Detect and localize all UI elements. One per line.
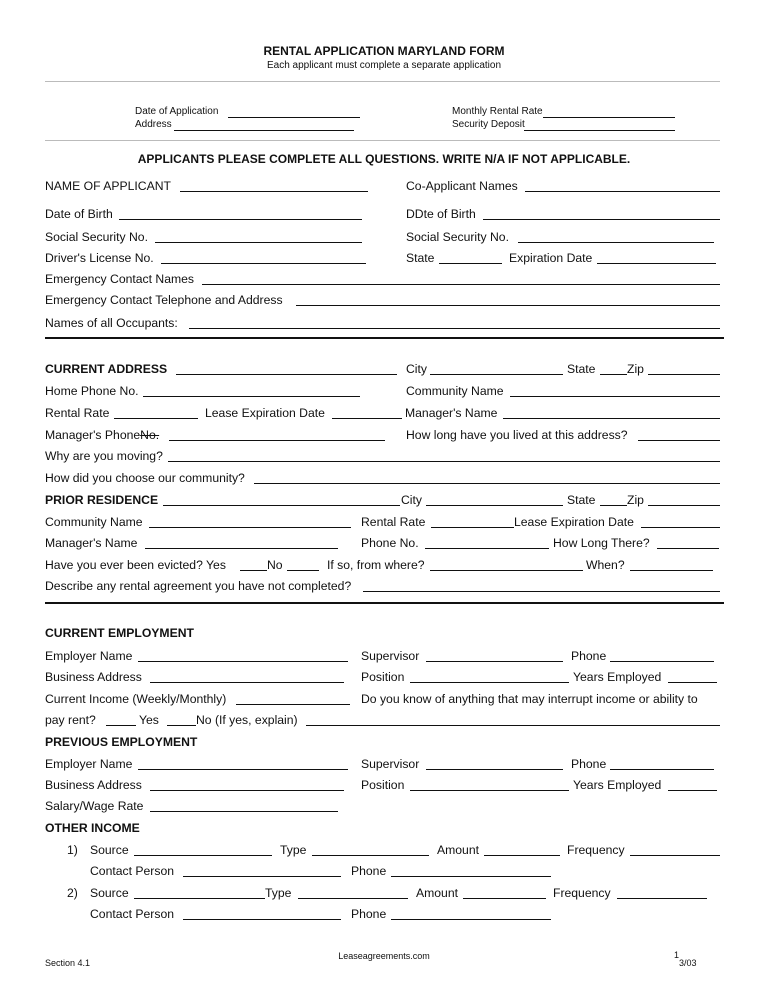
ssn-field[interactable]	[155, 242, 362, 243]
prior-rental-rate-field[interactable]	[431, 527, 514, 528]
manager-name-field[interactable]	[503, 418, 720, 419]
describe-label: Describe any rental agreement you have not completed?	[45, 579, 352, 593]
frequency-1-label: Frequency	[567, 843, 625, 857]
when-field[interactable]	[630, 570, 713, 571]
pay-rent-label: pay rent?	[45, 713, 96, 727]
frequency-1-field[interactable]	[630, 855, 720, 856]
contact-2-label: Contact Person	[90, 907, 175, 921]
income-2-number: 2)	[67, 886, 78, 900]
source-1-label: Source	[90, 843, 129, 857]
monthly-rental-rate-label: Monthly Rental Rate	[452, 106, 543, 117]
form-subtitle: Each applicant must complete a separate application	[266, 60, 502, 71]
prior-lease-exp-label: Lease Expiration Date	[514, 515, 634, 529]
employer-field[interactable]	[138, 661, 348, 662]
state-label: State	[406, 251, 435, 265]
current-city-label: City	[406, 362, 427, 376]
prior-residence-field[interactable]	[163, 505, 400, 506]
prev-supervisor-label: Supervisor	[361, 757, 420, 771]
prior-community-label: Community Name	[45, 515, 143, 529]
co-applicant-label: Co-Applicant Names	[406, 179, 518, 193]
type-2-label: Type	[265, 886, 292, 900]
current-zip-field[interactable]	[648, 374, 720, 375]
prev-phone-label: Phone	[571, 757, 607, 771]
previous-employment-heading: PREVIOUS EMPLOYMENT	[45, 735, 198, 749]
emergency-names-label: Emergency Contact Names	[45, 272, 195, 286]
current-state-label: State	[567, 362, 596, 376]
name-of-applicant-label: NAME OF APPLICANT	[45, 179, 171, 193]
pay-rent-yes-label: Yes	[139, 713, 159, 727]
dob-label: Date of Birth	[45, 207, 113, 221]
rental-rate-label: Rental Rate	[45, 406, 110, 420]
section-number: Section 4.1	[45, 958, 91, 968]
current-zip-label: Zip	[627, 362, 644, 376]
amount-1-label: Amount	[437, 843, 480, 857]
amount-2-field[interactable]	[463, 898, 546, 899]
address-label: Address	[135, 119, 172, 130]
business-address-label: Business Address	[45, 670, 142, 684]
contact-2-field[interactable]	[183, 919, 341, 920]
prior-lease-exp-field[interactable]	[641, 527, 720, 528]
amount-1-field[interactable]	[484, 855, 560, 856]
emergency-phone-label: Emergency Contact Telephone and Address	[45, 293, 283, 307]
emergency-phone-field[interactable]	[296, 305, 720, 306]
why-moving-label: Why are you moving?	[45, 449, 163, 463]
license-field[interactable]	[161, 263, 366, 264]
co-dob-field[interactable]	[483, 219, 720, 220]
position-label: Position	[361, 670, 405, 684]
prior-how-long-label: How Long There?	[553, 536, 650, 550]
prior-city-label: City	[401, 493, 422, 507]
expiration-field[interactable]	[597, 263, 716, 264]
evicted-label: Have you ever been evicted? Yes	[45, 558, 226, 572]
occupants-label: Names of all Occupants:	[45, 316, 178, 330]
phone-field[interactable]	[610, 661, 714, 662]
co-dob-label: DDte of Birth	[406, 207, 476, 221]
prior-phone-label: Phone No.	[361, 536, 419, 550]
employer-label: Employer Name	[45, 649, 133, 663]
site-name: Leaseagreements.com	[338, 951, 430, 961]
prev-position-field[interactable]	[410, 790, 569, 791]
rental-rate-field[interactable]	[114, 418, 198, 419]
type-1-label: Type	[280, 843, 307, 857]
occupants-field[interactable]	[189, 328, 720, 329]
current-city-field[interactable]	[430, 374, 563, 375]
manager-phone-field[interactable]	[169, 440, 385, 441]
section-divider-2	[45, 602, 724, 604]
type-1-field[interactable]	[312, 855, 429, 856]
salary-label: Salary/Wage Rate	[45, 799, 144, 813]
pay-rent-yes-field[interactable]	[106, 725, 136, 726]
prev-years-label: Years Employed	[573, 778, 662, 792]
license-label: Driver's License No.	[45, 251, 154, 265]
prior-phone-field[interactable]	[425, 548, 549, 549]
ssn-label: Social Security No.	[45, 230, 148, 244]
income-field[interactable]	[236, 704, 350, 705]
prior-zip-field[interactable]	[648, 505, 720, 506]
income-label: Current Income (Weekly/Monthly)	[45, 692, 227, 706]
interrupt-label: Do you know of anything that may interrupt income or ability to	[361, 692, 698, 706]
date-of-application-label: Date of Application	[135, 106, 219, 117]
address-field[interactable]	[174, 130, 354, 131]
contact-1-phone-field[interactable]	[391, 876, 551, 877]
describe-field[interactable]	[363, 591, 720, 592]
instructions: APPLICANTS PLEASE COMPLETE ALL QUESTIONS. WRITE N/A IF NOT APPLICABLE.	[137, 152, 631, 166]
prev-years-field[interactable]	[668, 790, 717, 791]
section-divider	[45, 337, 724, 339]
prior-residence-heading: PRIOR RESIDENCE	[45, 493, 159, 507]
current-address-field[interactable]	[176, 374, 397, 375]
name-of-applicant-field[interactable]	[180, 191, 368, 192]
home-phone-field[interactable]	[143, 396, 360, 397]
header-divider	[45, 81, 720, 82]
supervisor-label: Supervisor	[361, 649, 420, 663]
page-number: 1	[674, 950, 680, 960]
other-income-heading: OTHER INCOME	[45, 821, 140, 835]
prior-city-field[interactable]	[426, 505, 563, 506]
explain-field[interactable]	[306, 725, 720, 726]
current-address-heading: CURRENT ADDRESS	[45, 362, 168, 376]
current-state-field[interactable]	[600, 374, 627, 375]
how-long-field[interactable]	[638, 440, 720, 441]
security-deposit-label: Security Deposit	[452, 119, 525, 130]
frequency-2-label: Frequency	[553, 886, 611, 900]
form-title: RENTAL APPLICATION MARYLAND FORM	[263, 44, 505, 58]
amount-2-label: Amount	[416, 886, 459, 900]
how-long-label: How long have you lived at this address?	[406, 428, 628, 442]
if-so-field[interactable]	[430, 570, 583, 571]
co-ssn-field[interactable]	[518, 242, 714, 243]
contact-2-phone-field[interactable]	[391, 919, 551, 920]
if-so-label: If so, from where?	[327, 558, 425, 572]
prior-state-field[interactable]	[600, 505, 627, 506]
prior-how-long-field[interactable]	[657, 548, 719, 549]
lease-exp-field[interactable]	[332, 418, 402, 419]
position-field[interactable]	[410, 682, 569, 683]
pay-rent-no-field[interactable]	[167, 725, 196, 726]
emergency-names-field[interactable]	[202, 284, 720, 285]
years-employed-label: Years Employed	[573, 670, 662, 684]
header-divider-2	[45, 140, 720, 141]
co-ssn-label: Social Security No.	[406, 230, 509, 244]
community-name-label: Community Name	[406, 384, 504, 398]
struck-no: No.	[140, 428, 160, 442]
years-employed-field[interactable]	[668, 682, 717, 683]
evicted-yes-field[interactable]	[240, 570, 267, 571]
prior-manager-label: Manager's Name	[45, 536, 138, 550]
current-employment-heading: CURRENT EMPLOYMENT	[45, 626, 194, 640]
contact-1-phone-label: Phone	[351, 864, 387, 878]
why-moving-field[interactable]	[168, 461, 720, 462]
contact-2-phone-label: Phone	[351, 907, 387, 921]
dob-field[interactable]	[119, 219, 362, 220]
security-deposit-field[interactable]	[524, 130, 675, 131]
community-name-field[interactable]	[510, 396, 720, 397]
contact-1-label: Contact Person	[90, 864, 175, 878]
co-applicant-field[interactable]	[525, 191, 720, 192]
prev-supervisor-field[interactable]	[426, 769, 563, 770]
prior-manager-field[interactable]	[145, 548, 338, 549]
prior-rental-rate-label: Rental Rate	[361, 515, 426, 529]
when-label: When?	[586, 558, 625, 572]
how-choose-field[interactable]	[254, 483, 720, 484]
expiration-label: Expiration Date	[509, 251, 593, 265]
manager-name-label: Manager's Name	[405, 406, 498, 420]
prev-business-address-field[interactable]	[150, 790, 344, 791]
source-2-label: Source	[90, 886, 129, 900]
source-2-field[interactable]	[134, 898, 265, 899]
evicted-no-field[interactable]	[287, 570, 319, 571]
phone-label: Phone	[571, 649, 607, 663]
revision-date: 3/03	[679, 958, 697, 968]
no-explain-label: No (If yes, explain)	[196, 713, 298, 727]
income-1-number: 1)	[67, 843, 78, 857]
contact-1-field[interactable]	[183, 876, 341, 877]
state-field[interactable]	[439, 263, 502, 264]
prev-position-label: Position	[361, 778, 405, 792]
lease-exp-label: Lease Expiration Date	[205, 406, 325, 420]
monthly-rental-rate-field[interactable]	[543, 117, 675, 118]
how-choose-label: How did you choose our community?	[45, 471, 245, 485]
salary-field[interactable]	[150, 811, 338, 812]
prev-employer-field[interactable]	[138, 769, 348, 770]
manager-phone-label: Manager's PhoneNo.	[45, 428, 160, 442]
source-1-field[interactable]	[134, 855, 272, 856]
frequency-2-field[interactable]	[617, 898, 707, 899]
prev-business-address-label: Business Address	[45, 778, 142, 792]
date-of-application-field[interactable]	[228, 117, 360, 118]
type-2-field[interactable]	[298, 898, 408, 899]
prev-phone-field[interactable]	[610, 769, 714, 770]
prior-zip-label: Zip	[627, 493, 644, 507]
business-address-field[interactable]	[150, 682, 344, 683]
supervisor-field[interactable]	[426, 661, 563, 662]
prior-state-label: State	[567, 493, 596, 507]
prior-community-field[interactable]	[149, 527, 351, 528]
evicted-no-label: No	[267, 558, 283, 572]
home-phone-label: Home Phone No.	[45, 384, 139, 398]
prev-employer-label: Employer Name	[45, 757, 133, 771]
